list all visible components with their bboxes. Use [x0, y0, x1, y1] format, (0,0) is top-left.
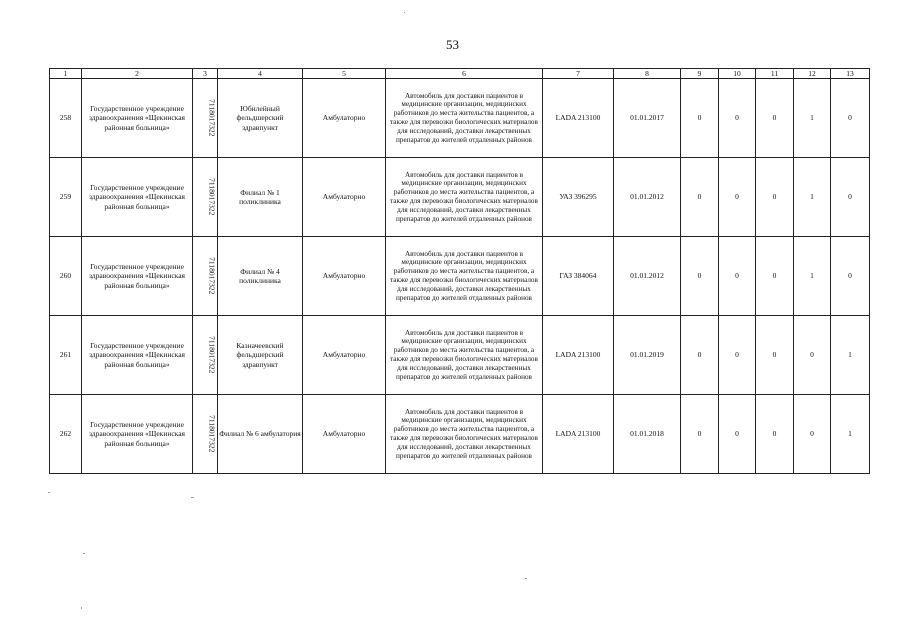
count-col-10: 0	[735, 271, 739, 281]
vehicle-model: ГАЗ 384064	[559, 271, 597, 281]
vehicle-model: LADA 213100	[555, 350, 601, 360]
scan-mark	[525, 578, 527, 579]
vehicle-purpose-cell	[386, 237, 543, 316]
count-col-11-cell	[756, 79, 794, 158]
count-col-9-cell	[681, 316, 719, 395]
row-number: 258	[59, 113, 72, 123]
vehicle-purpose: Автомобиль для доставки пациентов в медицинские организации, медицинских работников до места жительства пациентов, а также для перевозки биологических материалов для исследований, доставки лекарственных препаратов до жителей отдаленных районов	[390, 170, 538, 223]
organization-name: Государственное учреждение здравоохранения «Щекинская районная больница»	[88, 419, 185, 448]
count-col-11-cell	[756, 395, 794, 474]
inn-code: 7118017322	[207, 99, 217, 137]
vehicle-purpose: Автомобиль для доставки пациентов в медицинские организации, медицинских работников до места жительства пациентов, а также для перевозки биологических материалов для исследований, доставки лекарственных препаратов до жителей отдаленных районов	[390, 91, 538, 144]
vehicle-purpose: Автомобиль для доставки пациентов в медицинские организации, медицинских работников до места жительства пациентов, а также для перевозки биологических материалов для исследований, доставки лекарственных препаратов до жителей отдаленных районов	[390, 249, 538, 302]
inn-code: 7118017322	[207, 178, 217, 216]
scan-mark	[191, 497, 194, 498]
care-type-cell	[303, 316, 386, 395]
subdivision-name-cell	[218, 79, 303, 158]
commission-date-cell	[614, 79, 681, 158]
table-row	[50, 158, 870, 237]
subdivision-name-cell	[218, 158, 303, 237]
table-row	[50, 395, 870, 474]
count-col-13: 0	[848, 192, 852, 202]
column-header-5: 5	[303, 69, 386, 79]
organization-name-cell	[82, 158, 193, 237]
column-header-6: 6	[386, 69, 543, 79]
commission-date: 01.01.2019	[630, 350, 664, 360]
inn-code: 7118017322	[207, 336, 217, 374]
table-row	[50, 316, 870, 395]
vehicle-purpose-cell	[386, 79, 543, 158]
count-col-11: 0	[772, 271, 777, 281]
count-col-12: 1	[810, 113, 814, 123]
subdivision-name: Филиал № 1 поликлиника	[239, 187, 281, 206]
scan-mark	[404, 12, 405, 13]
care-type: Амбулаторно	[322, 192, 366, 202]
vehicle-model: LADA 213100	[555, 429, 601, 439]
count-col-10-cell	[719, 395, 756, 474]
subdivision-name: Казначеевский фельдшерский здравпункт	[236, 340, 284, 369]
row-number: 261	[59, 350, 72, 360]
count-col-13: 0	[848, 113, 852, 123]
column-header-10: 10	[719, 69, 756, 79]
count-col-11: 0	[772, 350, 777, 360]
commission-date: 01.01.2012	[630, 271, 664, 281]
column-header-1: 1	[50, 69, 82, 79]
organization-name-cell	[82, 79, 193, 158]
column-header-8: 8	[614, 69, 681, 79]
vehicle-model-cell	[543, 395, 614, 474]
inn-code-cell	[193, 79, 218, 158]
column-header-11: 11	[756, 69, 794, 79]
count-col-11-cell	[756, 316, 794, 395]
count-col-12: 1	[810, 271, 814, 281]
count-col-13-cell	[831, 316, 870, 395]
vehicle-model: LADA 213100	[555, 113, 601, 123]
row-number: 259	[59, 192, 72, 202]
care-type-cell	[303, 79, 386, 158]
commission-date-cell	[614, 316, 681, 395]
count-col-10-cell	[719, 79, 756, 158]
vehicle-model-cell	[543, 237, 614, 316]
column-header-9: 9	[681, 69, 719, 79]
scan-mark	[81, 607, 82, 609]
vehicle-register-table	[49, 68, 870, 474]
commission-date: 01.01.2012	[630, 192, 664, 202]
row-number-cell	[50, 395, 82, 474]
commission-date: 01.01.2017	[630, 113, 664, 123]
subdivision-name-cell	[218, 316, 303, 395]
count-col-12: 0	[810, 429, 814, 439]
commission-date-cell	[614, 395, 681, 474]
count-col-13-cell	[831, 395, 870, 474]
row-number-cell	[50, 237, 82, 316]
care-type: Амбулаторно	[322, 350, 366, 360]
vehicle-purpose-cell	[386, 395, 543, 474]
vehicle-model-cell	[543, 79, 614, 158]
count-col-10: 0	[735, 113, 739, 123]
page-number: 53	[446, 37, 459, 52]
table-row	[50, 237, 870, 316]
inn-code: 7118017322	[207, 257, 217, 295]
count-col-10: 0	[735, 429, 739, 439]
care-type-cell	[303, 158, 386, 237]
count-col-10-cell	[719, 158, 756, 237]
count-col-12-cell	[794, 158, 831, 237]
count-col-9: 0	[697, 429, 702, 439]
care-type: Амбулаторно	[322, 113, 366, 123]
count-col-13: 1	[848, 429, 852, 439]
count-col-10-cell	[719, 237, 756, 316]
organization-name: Государственное учреждение здравоохранения «Щекинская районная больница»	[88, 261, 185, 290]
inn-code-cell	[193, 395, 218, 474]
count-col-12-cell	[794, 79, 831, 158]
count-col-11: 0	[772, 192, 777, 202]
count-col-9-cell	[681, 158, 719, 237]
count-col-11-cell	[756, 237, 794, 316]
scan-mark	[48, 492, 50, 493]
count-col-13-cell	[831, 158, 870, 237]
count-col-12-cell	[794, 237, 831, 316]
count-col-12-cell	[794, 395, 831, 474]
subdivision-name-cell	[218, 395, 303, 474]
column-header-4: 4	[218, 69, 303, 79]
care-type-cell	[303, 395, 386, 474]
vehicle-model-cell	[543, 158, 614, 237]
row-number-cell	[50, 316, 82, 395]
count-col-9-cell	[681, 79, 719, 158]
count-col-12: 1	[810, 192, 814, 202]
organization-name-cell	[82, 237, 193, 316]
table-row	[50, 79, 870, 158]
row-number: 260	[59, 271, 72, 281]
inn-code-cell	[193, 316, 218, 395]
scan-mark	[83, 553, 85, 554]
count-col-12: 0	[810, 350, 814, 360]
vehicle-purpose-cell	[386, 158, 543, 237]
column-header-2: 2	[82, 69, 193, 79]
count-col-9-cell	[681, 395, 719, 474]
count-col-10: 0	[735, 192, 739, 202]
column-header-7: 7	[543, 69, 614, 79]
count-col-13-cell	[831, 79, 870, 158]
organization-name-cell	[82, 316, 193, 395]
subdivision-name: Филиал № 4 поликлиника	[239, 266, 281, 285]
commission-date: 01.01.2018	[630, 429, 664, 439]
organization-name: Государственное учреждение здравоохранения «Щекинская районная больница»	[88, 182, 185, 211]
count-col-11: 0	[772, 429, 777, 439]
header-row	[50, 69, 870, 79]
care-type: Амбулаторно	[322, 429, 366, 439]
row-number: 262	[59, 429, 72, 439]
subdivision-name-cell	[218, 237, 303, 316]
care-type-cell	[303, 237, 386, 316]
count-col-9: 0	[697, 271, 702, 281]
subdivision-name: Юбилейный фельдшерский здравпункт	[236, 103, 284, 132]
vehicle-model: УАЗ 396295	[559, 192, 597, 202]
count-col-9: 0	[697, 350, 702, 360]
inn-code: 7118017322	[207, 415, 217, 453]
count-col-9: 0	[697, 113, 702, 123]
vehicle-purpose-cell	[386, 316, 543, 395]
commission-date-cell	[614, 237, 681, 316]
count-col-12-cell	[794, 316, 831, 395]
commission-date-cell	[614, 158, 681, 237]
care-type: Амбулаторно	[322, 271, 366, 281]
count-col-9: 0	[697, 192, 702, 202]
inn-code-cell	[193, 237, 218, 316]
subdivision-name: Филиал № 6 амбулатория	[219, 429, 301, 439]
vehicle-purpose: Автомобиль для доставки пациентов в медицинские организации, медицинских работников до места жительства пациентов, а также для перевозки биологических материалов для исследований, доставки лекарственных препаратов до жителей отдаленных районов	[390, 407, 538, 460]
organization-name-cell	[82, 395, 193, 474]
count-col-11-cell	[756, 158, 794, 237]
column-header-13: 13	[831, 69, 870, 79]
inn-code-cell	[193, 158, 218, 237]
row-number-cell	[50, 158, 82, 237]
count-col-13: 0	[848, 271, 852, 281]
count-col-11: 0	[772, 113, 777, 123]
count-col-9-cell	[681, 237, 719, 316]
organization-name: Государственное учреждение здравоохранения «Щекинская районная больница»	[88, 340, 185, 369]
count-col-10-cell	[719, 316, 756, 395]
count-col-13: 1	[848, 350, 852, 360]
vehicle-purpose: Автомобиль для доставки пациентов в медицинские организации, медицинских работников до места жительства пациентов, а также для перевозки биологических материалов для исследований, доставки лекарственных препаратов до жителей отдаленных районов	[390, 328, 538, 381]
count-col-10: 0	[735, 350, 739, 360]
row-number-cell	[50, 79, 82, 158]
vehicle-model-cell	[543, 316, 614, 395]
column-header-3: 3	[193, 69, 218, 79]
column-header-12: 12	[794, 69, 831, 79]
count-col-13-cell	[831, 237, 870, 316]
organization-name: Государственное учреждение здравоохранения «Щекинская районная больница»	[88, 103, 185, 132]
